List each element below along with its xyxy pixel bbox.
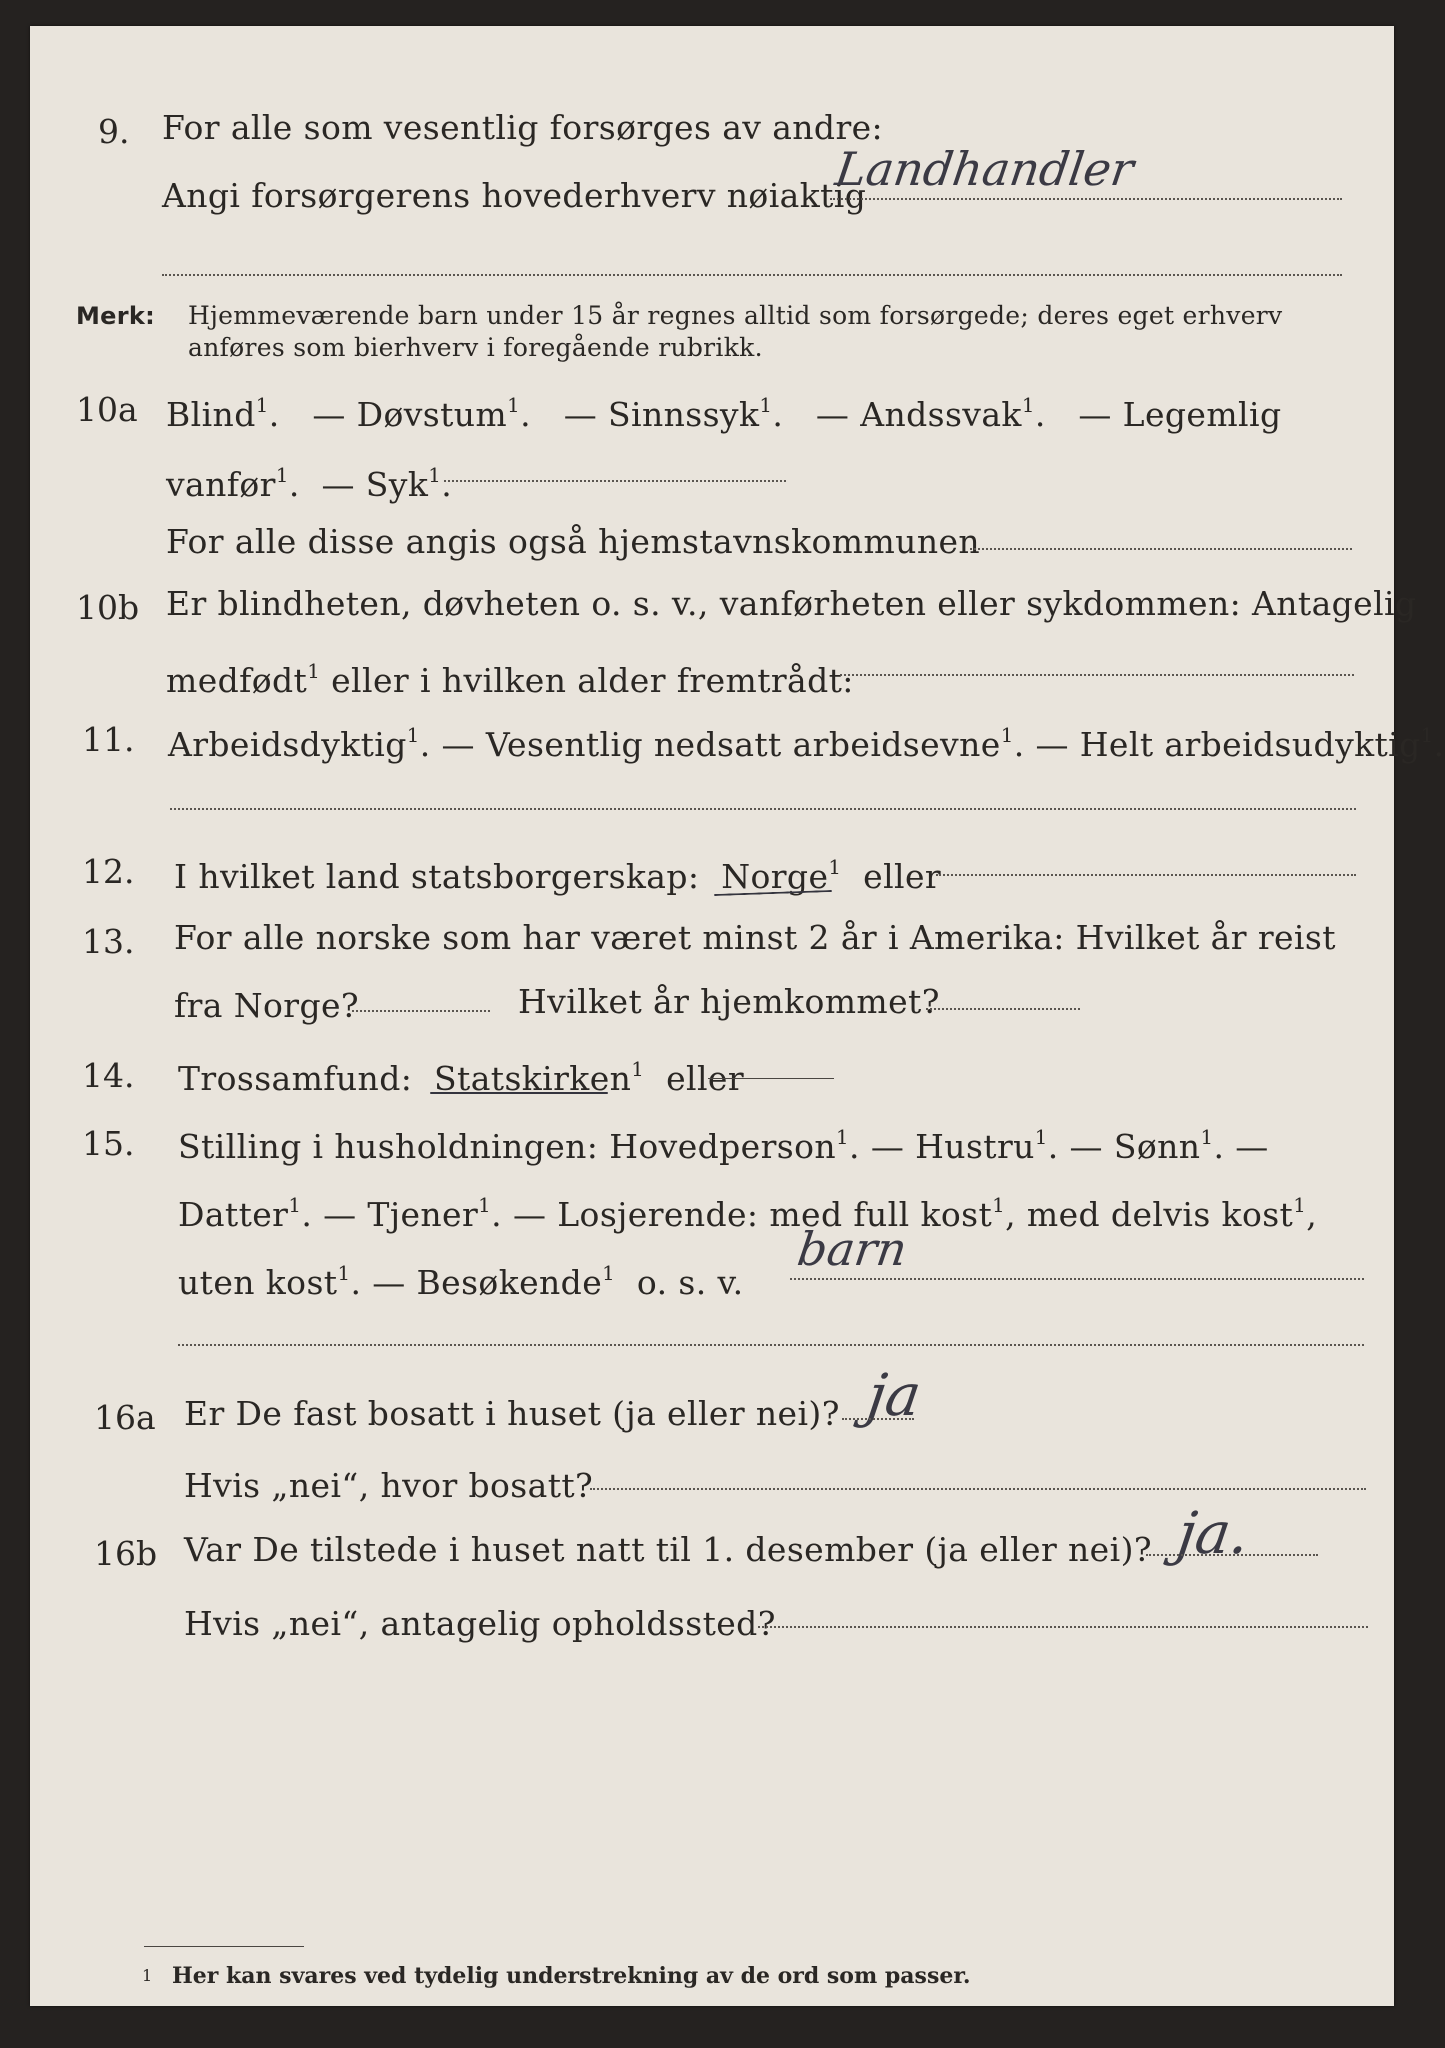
q11-line: Arbeidsdyktig$^1$. — Vesentlig nedsatt arbeidsevne$^1$. — Helt arbeidsudyktig$^1$.: [168, 724, 1445, 764]
q14-line: Trossamfund: Statskirken$^1$ eller: [178, 1058, 745, 1098]
q12-answer-line[interactable]: [936, 874, 1356, 876]
footnote-text: Her kan svares ved tydelig understrekning av de ord som passer.: [172, 1963, 971, 1989]
q13-line2a: fra Norge?: [174, 986, 360, 1025]
q16a-number: 16a: [94, 1398, 156, 1437]
option-andssvak[interactable]: — Andssvak$^1$.: [815, 394, 1046, 434]
merk-label: Merk:: [76, 302, 156, 330]
q13-line2b: Hvilket år hjemkommet?: [518, 982, 940, 1021]
q16b-answer-line[interactable]: [1146, 1554, 1318, 1556]
q15-line2: Datter$^1$. — Tjener$^1$. — Losjerende: med full kost$^1$, med delvis kost$^1$,: [178, 1194, 1318, 1234]
option-blind[interactable]: Blind$^1$.: [166, 394, 280, 434]
q11-number: 11.: [82, 720, 135, 759]
option-hustru[interactable]: . — Hustru$^1$: [849, 1126, 1048, 1166]
q9-text-line1: For alle som vesentlig forsørges av andre:: [162, 108, 884, 147]
q16a-bosatt-line[interactable]: [590, 1488, 1366, 1490]
option-syk[interactable]: — Syk$^1$.: [321, 464, 453, 504]
option-uten-kost[interactable]: uten kost$^1$: [178, 1262, 351, 1302]
option-full-kost[interactable]: . — Losjerende: med full kost$^1$: [491, 1194, 1006, 1234]
option-arbeidsudyktig[interactable]: . — Helt arbeidsudyktig$^1$: [1013, 724, 1434, 764]
merk-text-line2: anføres som bierhverv i foregående rubrikk.: [188, 333, 763, 362]
q10a-line3: For alle disse angis også hjemstavnskommunen: [166, 522, 981, 561]
option-besokende[interactable]: . — Besøkende$^1$: [350, 1262, 616, 1302]
q10a-syk-line[interactable]: [444, 480, 786, 482]
footnote-mark: 1: [142, 1966, 153, 1985]
q16a-answer-line[interactable]: [842, 1418, 914, 1420]
option-hovedperson[interactable]: Stilling i husholdningen: Hovedperson$^1$: [178, 1126, 850, 1166]
option-arbeidsdyktig[interactable]: Arbeidsdyktig$^1$: [168, 724, 420, 764]
census-form-page: [30, 26, 1445, 2006]
q9-answer-line-2[interactable]: [162, 274, 1342, 276]
option-tjener[interactable]: . — Tjener$^1$: [301, 1194, 492, 1234]
merk-text-line1: Hjemmeværende barn under 15 år regnes alltid som forsørgede; deres eget erhverv: [188, 301, 1283, 330]
q15-number: 15.: [82, 1124, 135, 1163]
q9-handwritten-answer: Landhandler: [832, 142, 1137, 196]
option-nedsatt-arbeidsevne[interactable]: . — Vesentlig nedsatt arbeidsevne$^1$: [419, 724, 1014, 764]
q12-line: I hvilket land statsborgerskap: Norge$^1$ eller: [174, 856, 942, 896]
q10b-number: 10b: [76, 588, 140, 627]
q14-answer-line[interactable]: [708, 1078, 834, 1079]
q15-handwritten-answer: barn: [794, 1222, 911, 1276]
option-medfodt[interactable]: medfødt$^1$: [166, 660, 321, 700]
q15-answer-line[interactable]: [790, 1278, 1364, 1280]
q16b-number: 16b: [94, 1534, 158, 1573]
q9-text-line2: Angi forsørgerens hovederhverv nøiaktig: [162, 176, 867, 215]
q10a-hjemstavn-line[interactable]: [970, 548, 1352, 550]
q16b-line1: Var De tilstede i huset natt til 1. desember (ja eller nei)?: [184, 1530, 1152, 1569]
q10b-line2: medfødt$^1$ eller i hvilken alder fremtrådt:: [166, 660, 854, 700]
option-sonn[interactable]: . — Sønn$^1$: [1047, 1126, 1214, 1166]
q16a-line1: Er De fast bosatt i huset (ja eller nei)?: [184, 1394, 840, 1433]
statskirken-underline: [430, 1092, 608, 1094]
q16b-handwritten-answer: ja.: [1173, 1499, 1254, 1567]
q16a-handwritten-answer: ja: [863, 1361, 926, 1429]
q13-line1: For alle norske som har været minst 2 år i Amerika: Hvilket år reist: [174, 918, 1336, 957]
q10a-number: 10a: [76, 390, 138, 429]
q10a-line2: [166, 456, 452, 505]
option-datter[interactable]: Datter$^1$: [178, 1194, 302, 1234]
option-legemlig[interactable]: — Legemlig: [1078, 394, 1282, 434]
option-vanfor[interactable]: vanfør$^1$.: [166, 464, 300, 504]
q16b-line2: Hvis „nei“, antagelig opholdssted?: [184, 1604, 776, 1643]
q11-answer-line[interactable]: [170, 808, 1356, 810]
q14-number: 14.: [82, 1056, 135, 1095]
q13-reist-line[interactable]: [352, 1010, 490, 1012]
q15-line3: uten kost$^1$. — Besøkende$^1$ o. s. v.: [178, 1262, 744, 1302]
q9-number: 9.: [98, 112, 130, 151]
q15-answer-line-2[interactable]: [178, 1344, 1364, 1346]
q10b-answer-line[interactable]: [840, 674, 1354, 676]
q9-answer-line[interactable]: [830, 198, 1342, 200]
option-dovstum[interactable]: — Døvstum$^1$.: [312, 394, 532, 434]
footnote-divider: [144, 1946, 304, 1947]
q13-number: 13.: [82, 922, 135, 961]
q16b-opholdssted-line[interactable]: [758, 1626, 1368, 1628]
option-delvis-kost[interactable]: , med delvis kost$^1$: [1005, 1194, 1307, 1234]
q10a-line1: [166, 386, 1282, 435]
q15-line1: Stilling i husholdningen: Hovedperson$^1$. — Hustru$^1$. — Sønn$^1$. —: [178, 1126, 1269, 1166]
q10b-line1: Er blindheten, døvheten o. s. v., vanførheten eller sykdommen: Antagelig: [166, 584, 1417, 623]
q13-hjemkommet-line[interactable]: [926, 1008, 1080, 1010]
q16a-line2: Hvis „nei“, hvor bosatt?: [184, 1466, 594, 1505]
q12-number: 12.: [82, 852, 135, 891]
option-sinnssyk[interactable]: — Sinnssyk$^1$.: [563, 394, 784, 434]
option-norge[interactable]: Norge$^1$: [721, 856, 842, 896]
option-statskirken[interactable]: Statskirken$^1$: [434, 1058, 645, 1098]
